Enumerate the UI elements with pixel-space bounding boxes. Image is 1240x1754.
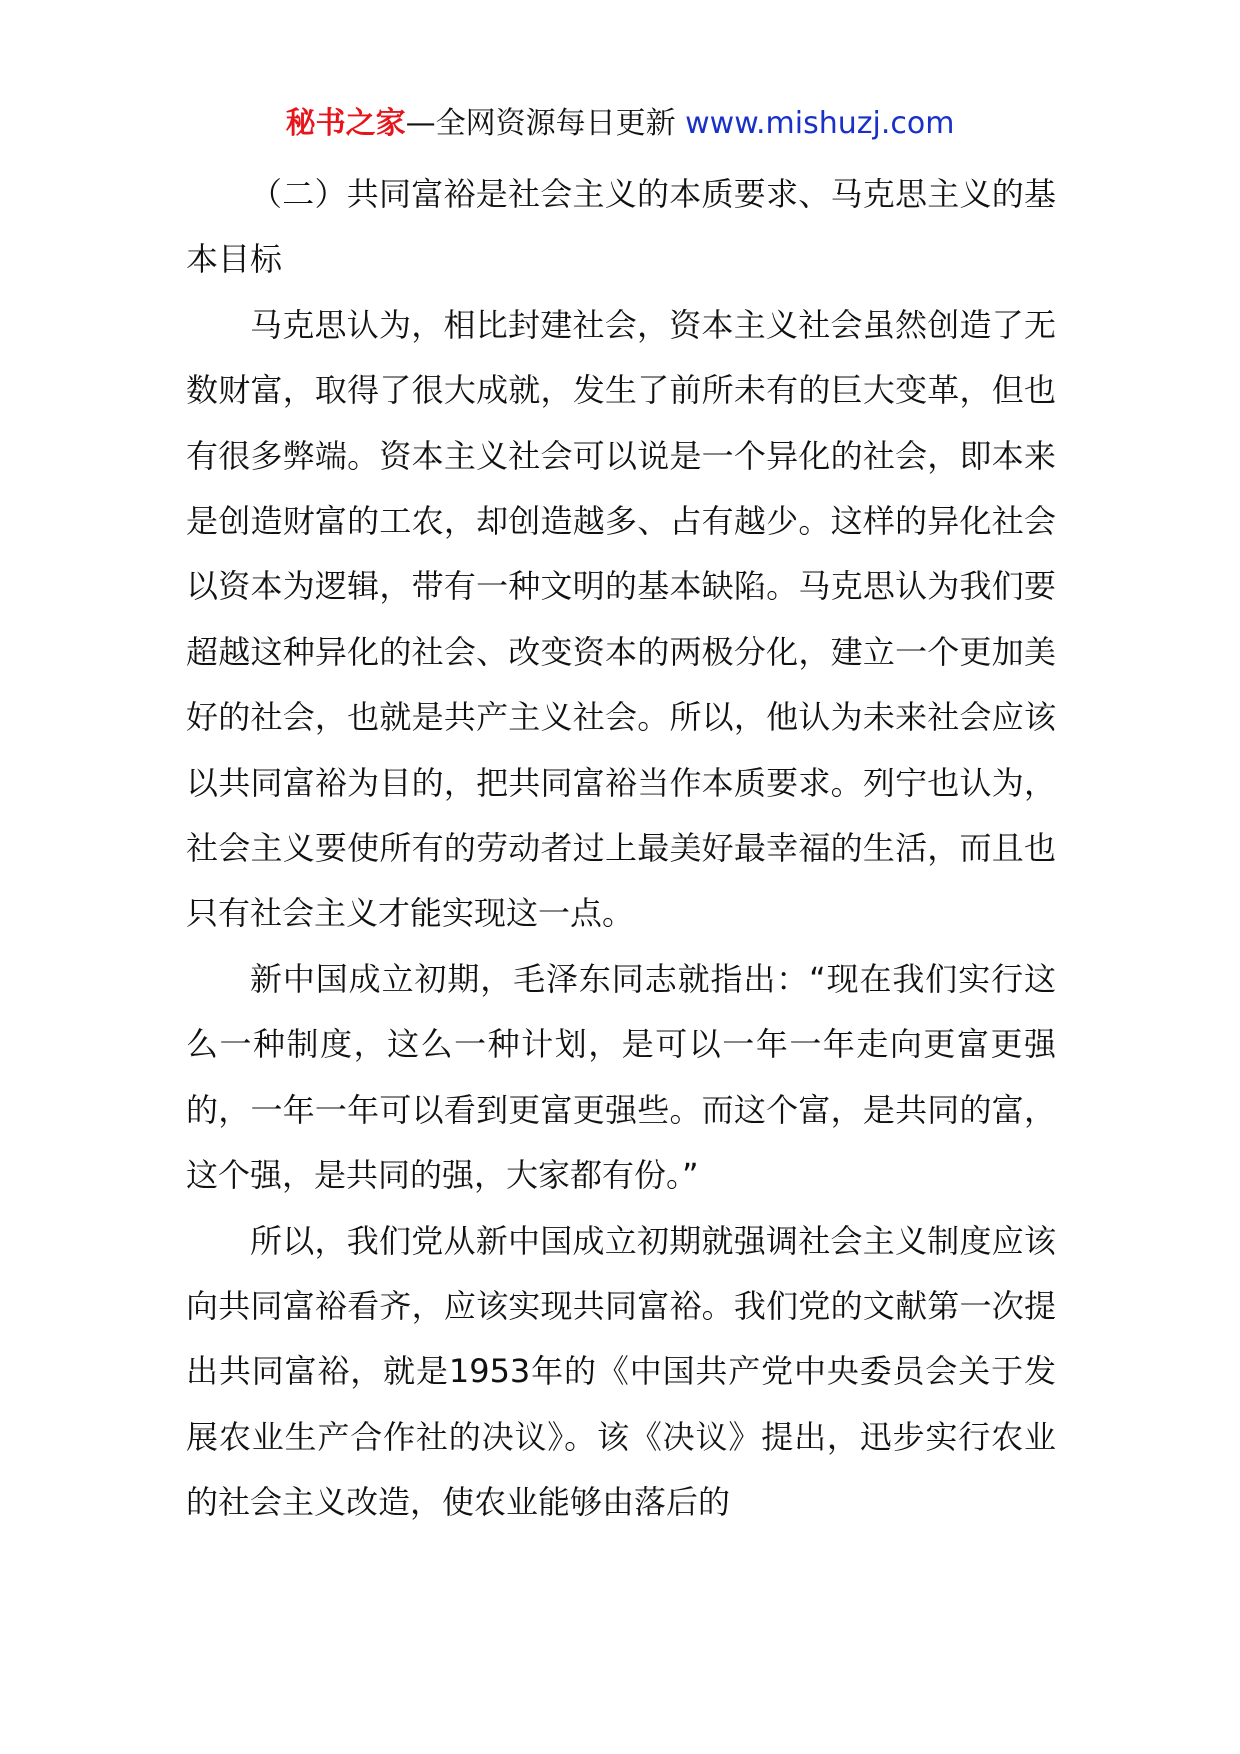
- site-brand: 秘书之家: [285, 106, 406, 141]
- document-body: [186, 162, 1056, 1536]
- paragraph: 马克思认为，相比封建社会，资本主义社会虽然创造了无数财富，取得了很大成就，发生了前所未有的巨大变革，但也有很多弊端。资本主义社会可以说是一个异化的社会，即本来是创造财富的工农，却创造越多、占有越少。这样的异化社会以资本为逻辑，带有一种文明的基本缺陷。马克思认为我们要超越这种异化的社会、改变资本的两极分化，建立一个更加美好的社会，也就是共产主义社会。所以，他认为未来社会应该以共同富裕为目的，把共同富裕当作本质要求。列宁也认为，社会主义要使所有的劳动者过上最美好最幸福的生活，而且也只有社会主义才能实现这一点。: [186, 305, 1056, 933]
- site-tagline: —全网资源每日更新: [405, 106, 686, 141]
- page-header: [0, 102, 1240, 146]
- paragraph: 新中国成立初期，毛泽东同志就指出：“现在我们实行这么一种制度，这么一种计划，是可以一年一年走向更富更强的，一年一年可以看到更富更强些。而这个富，是共同的富，这个强，是共同的强，大家都有份。”: [186, 959, 1056, 1195]
- section-heading: （二）共同富裕是社会主义的本质要求、马克思主义的基本目标: [186, 175, 1056, 279]
- paragraph: 所以，我们党从新中国成立初期就强调社会主义制度应该向共同富裕看齐，应该实现共同富裕。我们党的文献第一次提出共同富裕，就是1953年的《中国共产党中央委员会关于发展农业生产合作社的决议》。该《决议》提出，迅步实行农业的社会主义改造，使农业能够由落后的: [186, 1221, 1056, 1522]
- site-url-link[interactable]: www.mishuzj.com: [685, 106, 955, 141]
